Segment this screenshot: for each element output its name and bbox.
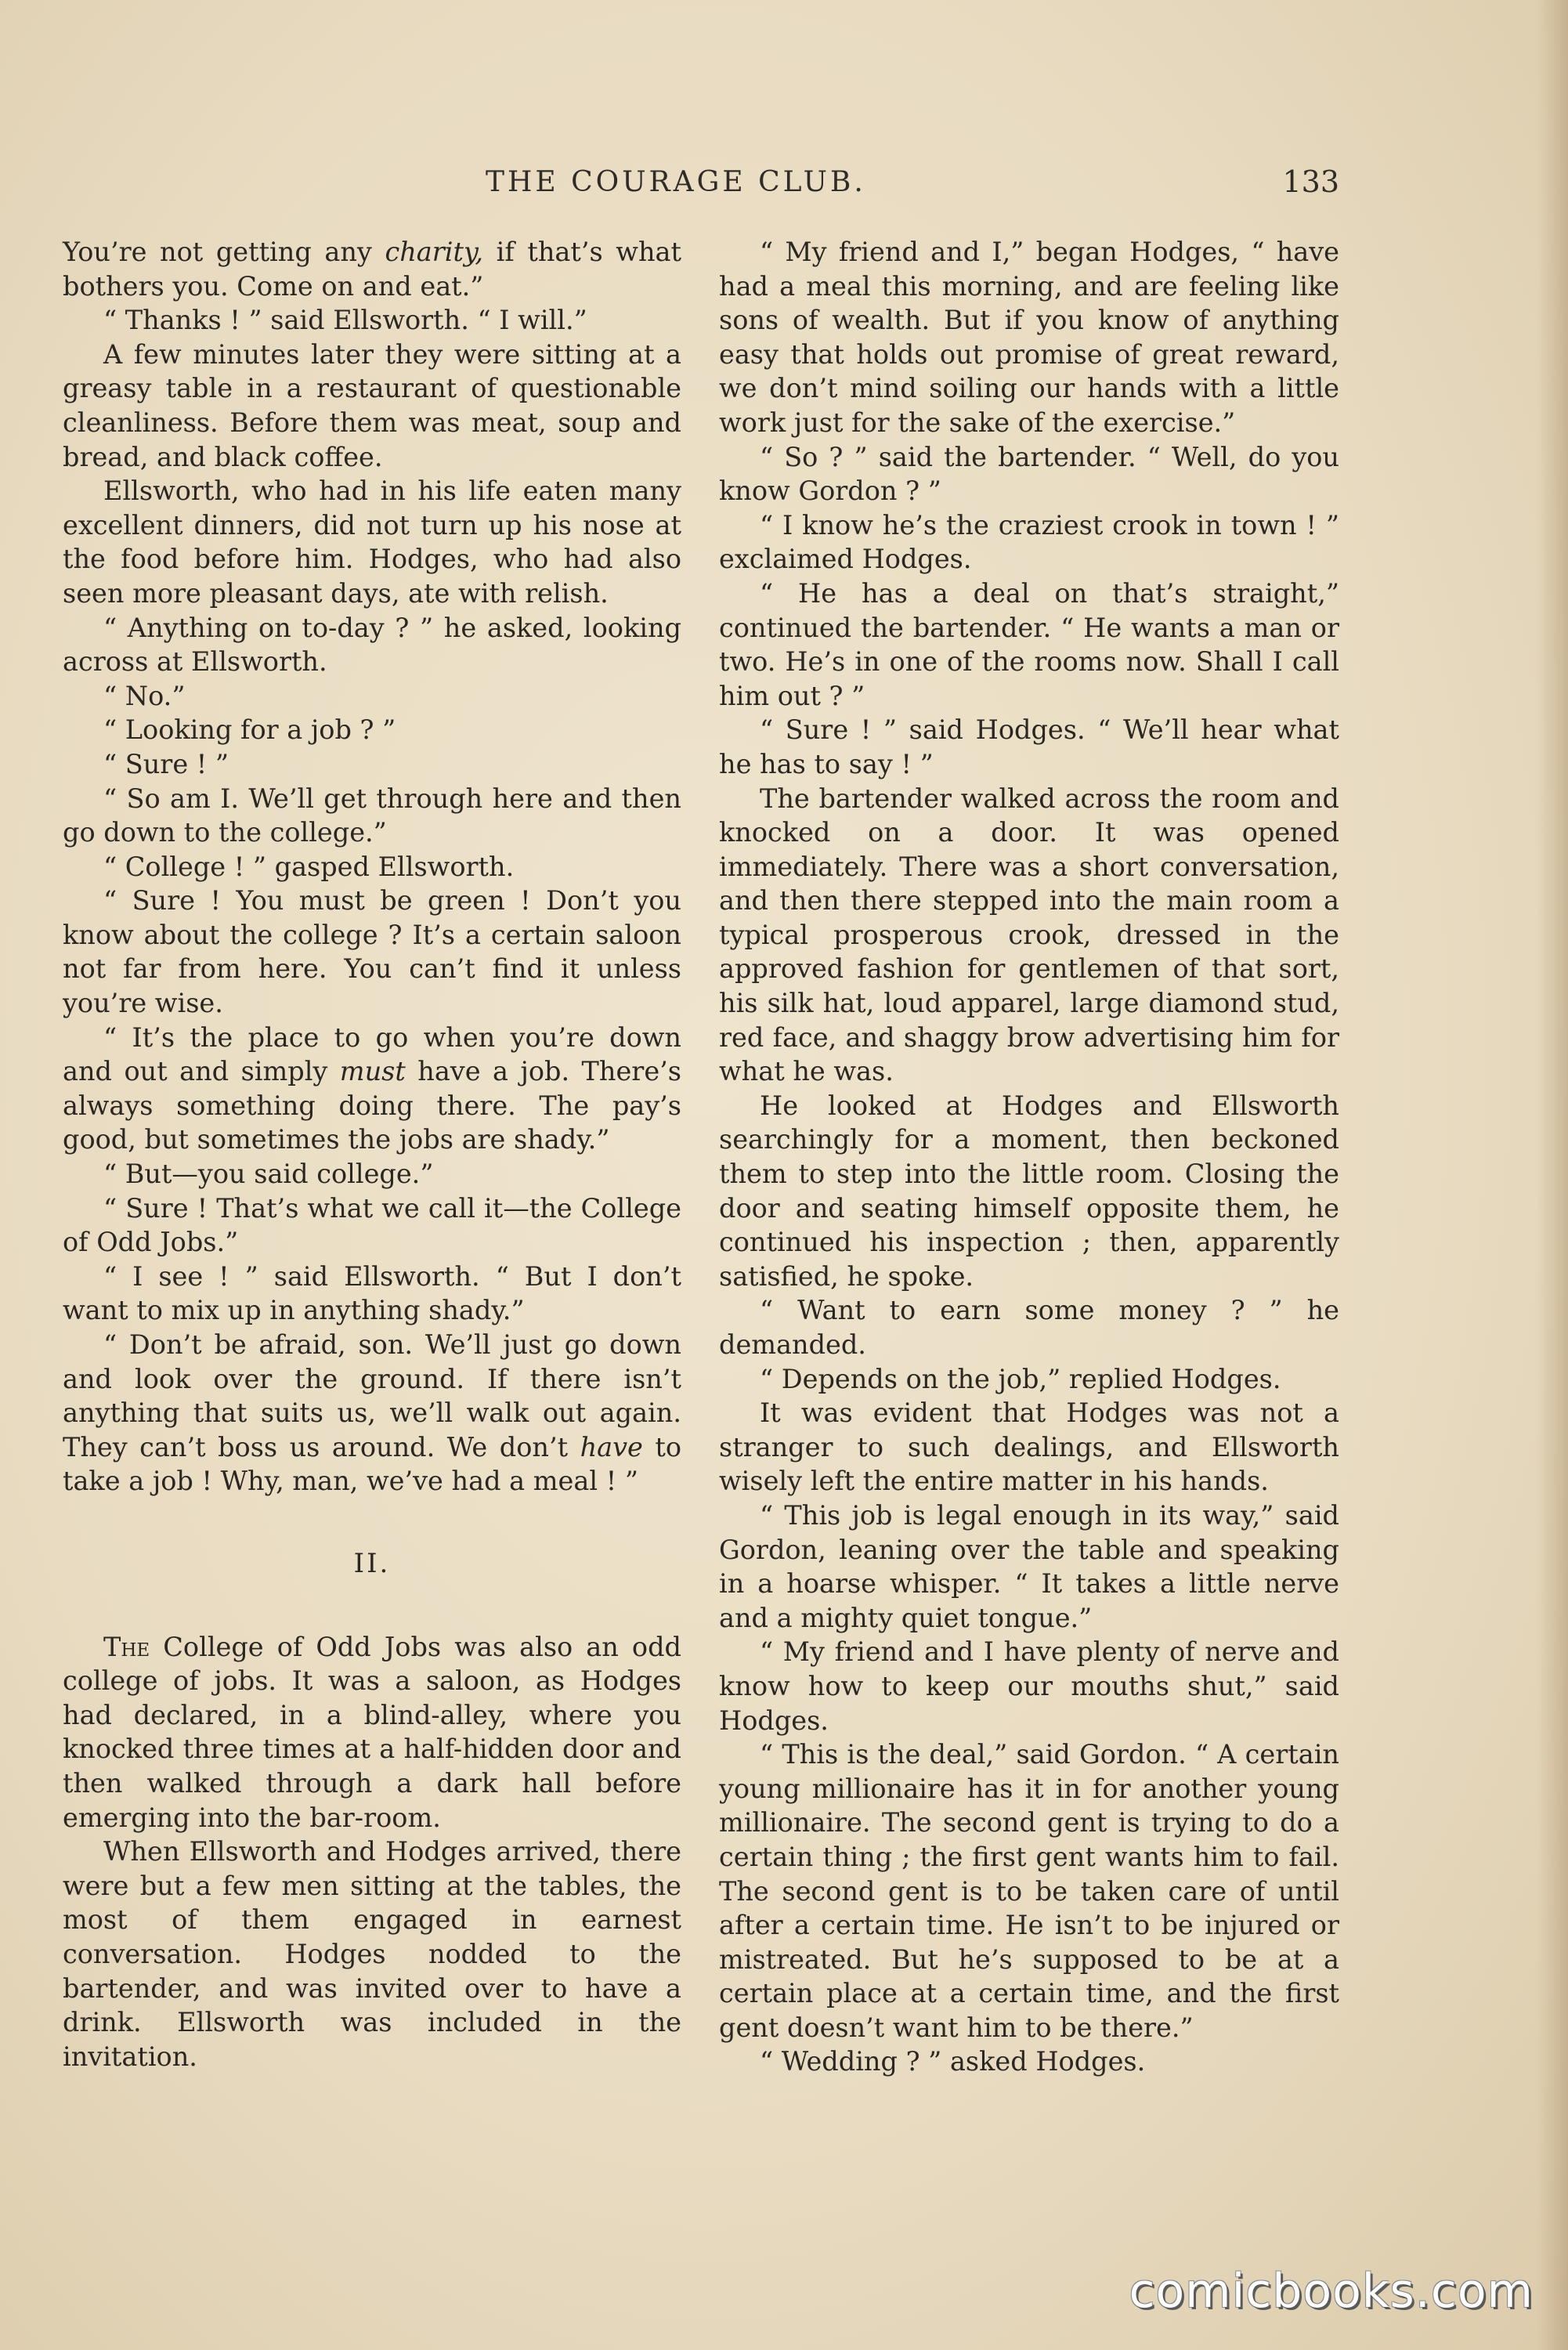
- paragraph: A few minutes later they were sitting at a greasy table in a restaurant of questionable cleanliness. Before them was meat, soup and bread, and black coffee.: [63, 338, 681, 472]
- paragraph: He looked at Hodges and Ellsworth searchingly for a moment, then beckoned them to step into the little room. Closing the door and seating himself opposite them, he continued his inspection ; then, apparently satisfied, he spoke.: [719, 1090, 1339, 1292]
- paragraph: You’re not getting any charity, if that’s what bothers you. Come on and eat.”: [63, 237, 681, 302]
- paragraph: “ Sure ! You must be green ! Don’t you know about the college ? It’s a certain saloon not far from here. You can’t find it unless you’re wise.: [63, 885, 681, 1019]
- paragraph: “ Thanks ! ” said Ellsworth. “ I will.”: [103, 305, 587, 336]
- paragraph: “ College ! ” gasped Ellsworth.: [103, 851, 515, 882]
- running-head: THE COURAGE CLUB.: [486, 166, 866, 198]
- paragraph: “ Looking for a job ? ”: [103, 714, 396, 746]
- paragraph: “ He has a deal on that’s straight,” continued the bartender. “ He wants a man or two. He’s in one of the rooms now. Shall I call him out ? ”: [719, 577, 1339, 711]
- site-watermark: comicbooks.com: [1129, 2264, 1534, 2319]
- left-column: [63, 235, 681, 2073]
- paragraph: “ Want to earn some money ? ” he demanded.: [719, 1295, 1339, 1360]
- paragraph: “ I know he’s the craziest crook in town ! ” exclaimed Hodges.: [719, 509, 1339, 575]
- paragraph: “ Sure ! ” said Hodges. “ We’ll hear what he has to say ! ”: [719, 714, 1339, 779]
- paragraph: “ Sure ! That’s what we call it—the College of Odd Jobs.”: [63, 1192, 681, 1258]
- paragraph: “ I see ! ” said Ellsworth. “ But I don’t want to mix up in anything shady.”: [63, 1260, 681, 1326]
- paragraph: “ This job is legal enough in its way,” said Gordon, leaning over the table and speaking in a hoarse whisper. “ It takes a little nerve and a mighty quiet tongue.”: [719, 1499, 1339, 1633]
- paragraph: “ It’s the place to go when you’re down and out and simply must have a job. There’s always something doing there. The pay’s good, but sometimes the jobs are shady.”: [63, 1021, 681, 1155]
- paragraph: “ My friend and I have plenty of nerve and know how to keep our mouths shut,” said Hodges.: [719, 1636, 1339, 1736]
- page-header: [486, 166, 1339, 213]
- section-heading: II.: [353, 1547, 391, 1579]
- paragraph: “ Sure ! ”: [103, 748, 229, 779]
- page-number: 133: [1282, 164, 1339, 199]
- paragraph: “ Wedding ? ” asked Hodges.: [760, 2046, 1146, 2077]
- paragraph: The bartender walked across the room and knocked on a door. It was opened immediately. There was a short conversation, and then there stepped into the main room a typical prosperous crook, dressed in the approved fashion for gentlemen of that sort, his silk hat, loud apparel, large diamond stud, red face, and shaggy brow advertising him for what he was.: [719, 783, 1339, 1087]
- paragraph: “ My friend and I,” began Hodges, “ have had a meal this morning, and are feeling like sons of wealth. But if you know of anything easy that holds out promise of great reward, we don’t mind soiling our hands with a little work just for the sake of the exercise.”: [719, 237, 1339, 438]
- paragraph: It was evident that Hodges was not a stranger to such dealings, and Ellsworth wisely left the entire matter in his hands.: [719, 1397, 1339, 1497]
- paragraph: “ Don’t be afraid, son. We’ll just go down and look over the ground. If there isn’t anything that suits us, we’ll walk out again. They can’t boss us around. We don’t have to take a job ! Why, man, we’ve had a meal ! ”: [63, 1329, 682, 1497]
- paragraph: “ Anything on to-day ? ” he asked, looking across at Ellsworth.: [63, 612, 681, 678]
- paragraph: “ This is the deal,” said Gordon. “ A certain young millionaire has it in for another young millionaire. The second gent is trying to do a certain thing ; the first gent wants him to fail. The second gent is to be taken care of until after a certain time. He isn’t to be injured or mistreated. But he’s supposed to be at a certain place at a certain time, and the first gent doesn’t want him to be there.”: [719, 1739, 1339, 2043]
- paragraph: The College of Odd Jobs was also an odd college of jobs. It was a saloon, as Hodges had declared, in a blind-alley, where you knocked three times at a half-hidden door and then walked through a dark hall before emerging into the bar-room.: [63, 1631, 681, 1833]
- paragraph: “ No.”: [103, 680, 186, 711]
- paragraph: Ellsworth, who had in his life eaten many excellent dinners, did not turn up his nose at the food before him. Hodges, who had also seen more pleasant days, ate with relish.: [63, 475, 681, 609]
- paragraph: “ So am I. We’ll get through here and then go down to the college.”: [63, 783, 681, 848]
- paragraph: “ Depends on the job,” replied Hodges.: [760, 1363, 1281, 1394]
- paragraph: When Ellsworth and Hodges arrived, there were but a few men sitting at the tables, the most of them engaged in earnest conversation. Hodges nodded to the bartender, and was invited over to have a drink. Ellsworth was included in the invitation.: [63, 1836, 681, 2072]
- paragraph: “ So ? ” said the bartender. “ Well, do you know Gordon ? ”: [719, 441, 1339, 507]
- page-edge-shadow: [1537, 0, 1568, 2350]
- paragraph: “ But—you said college.”: [103, 1159, 434, 1190]
- right-column: [719, 235, 1339, 2079]
